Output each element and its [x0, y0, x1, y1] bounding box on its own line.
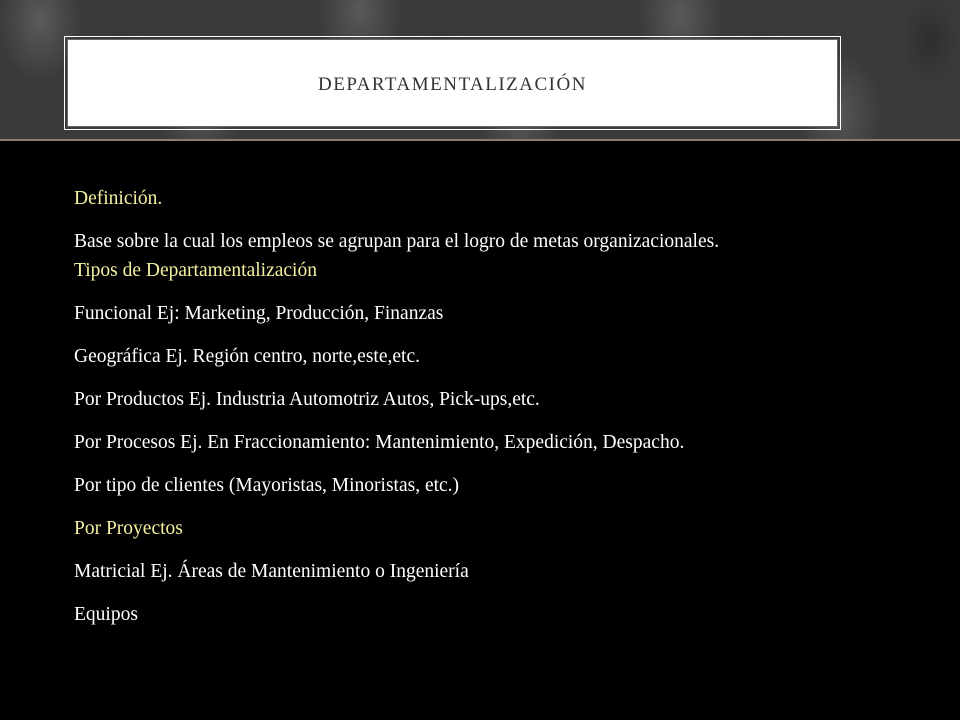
header-divider	[0, 139, 960, 141]
type-functional: Funcional Ej: Marketing, Producción, Finanzas	[74, 303, 444, 324]
projects-heading: Por Proyectos	[74, 518, 183, 539]
types-heading: Tipos de Departamentalización	[74, 260, 317, 281]
type-matrix: Matricial Ej. Áreas de Mantenimiento o Ingeniería	[74, 561, 469, 582]
type-geographic: Geográfica Ej. Región centro, norte,este,etc.	[74, 346, 420, 367]
type-teams: Equipos	[74, 604, 138, 625]
definition-text: Base sobre la cual los empleos se agrupan para el logro de metas organizacionales.	[74, 231, 720, 252]
title-box	[67, 39, 838, 127]
slide-title: DEPARTAMENTALIZACIÓN	[318, 74, 587, 95]
type-products: Por Productos Ej. Industria Automotriz Autos, Pick-ups,etc.	[74, 389, 540, 410]
content-list	[74, 184, 894, 643]
type-processes: Por Procesos Ej. En Fraccionamiento: Mantenimiento, Expedición, Despacho.	[74, 432, 685, 453]
definition-heading: Definición.	[74, 188, 163, 209]
type-customers: Por tipo de clientes (Mayoristas, Minoristas, etc.)	[74, 475, 460, 496]
